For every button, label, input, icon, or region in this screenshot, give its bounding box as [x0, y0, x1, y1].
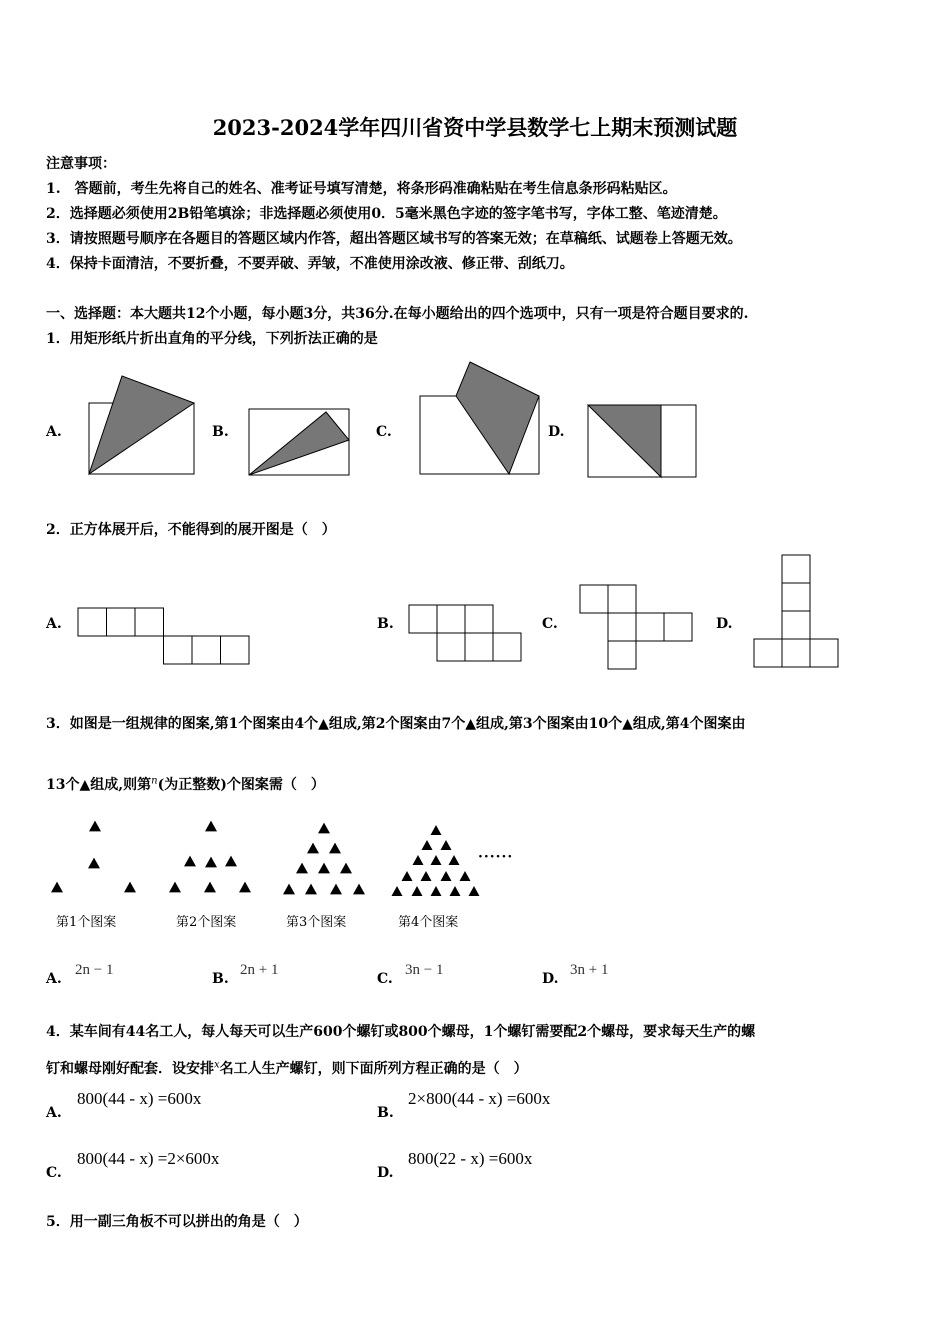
notice-item-4: 4．保持卡面清洁，不要折叠，不要弄破、弄皱，不准使用涂改液、修正带、刮纸刀。 [46, 256, 574, 272]
q2-option-b-label: B. [377, 616, 394, 632]
q4-option-b-label: B. [377, 1105, 394, 1121]
pattern-2-triangle [205, 821, 217, 832]
q4-option-c-equation: 800(44 - x) =2×600x [77, 1149, 220, 1168]
q2-option-a-label: A. [46, 616, 62, 632]
continuation-dots: ······ [478, 849, 514, 865]
q4-option-a-equation: 800(44 - x) =600x [77, 1089, 202, 1108]
pattern-1-triangle [51, 882, 63, 893]
question-3-line-1: 3．如图是一组规律的图案,第1个图案由4个▲组成,第2个图案由7个▲组成,第3个图案由10个▲组成,第4个图案由 [46, 716, 746, 732]
q3-option-c-label: C. [377, 971, 393, 987]
question-4-line-2: 钉和螺母刚好配套．设安排$^x$名工人生产螺钉，则下面所列方程正确的是（ ） [46, 1059, 528, 1077]
pattern-4-triangle [469, 886, 480, 896]
q3-option-a-expr: 2n − 1 [75, 962, 114, 978]
caption-pattern-2: 第2个图案 [176, 915, 237, 930]
pattern-2-triangle [205, 857, 217, 868]
question-1-text: 1．用矩形纸片折出直角的平分线，下列折法正确的是 [46, 331, 378, 347]
pattern-3-triangle [307, 843, 319, 854]
pattern-4-triangle [392, 886, 403, 896]
q4-option-d-label: D. [377, 1165, 394, 1181]
pattern-3-triangle [340, 863, 352, 874]
pattern-3-triangle [353, 884, 365, 895]
pattern-4-triangle [460, 871, 471, 881]
caption-pattern-3: 第3个图案 [286, 915, 347, 930]
q1-option-d-label: D. [548, 424, 565, 440]
pattern-3-triangle [296, 863, 308, 874]
pattern-2-triangle [184, 856, 196, 867]
pattern-4-triangle [441, 871, 452, 881]
pattern-2-triangle [204, 882, 216, 893]
q3-option-b-expr: 2n + 1 [240, 962, 279, 978]
notice-item-3: 3．请按照题号顺序在各题目的答题区域内作答，超出答题区域书写的答案无效；在草稿纸、试题卷上答题无效。 [46, 231, 742, 247]
q3-option-b-label: B. [212, 971, 229, 987]
q4-option-d-equation: 800(22 - x) =600x [408, 1149, 533, 1168]
pattern-4-triangle [450, 886, 461, 896]
q4-option-a-label: A. [46, 1105, 62, 1121]
variable-n: n [151, 775, 158, 787]
pattern-3-triangle [318, 823, 330, 834]
q1-option-b-label: B. [212, 424, 229, 440]
q3-option-c-expr: 3n − 1 [405, 962, 444, 978]
pattern-2-triangle [239, 882, 251, 893]
pattern-4-triangle [422, 840, 433, 850]
question-4-line-1: 4．某车间有44名工人，每人每天可以生产600个螺钉或800个螺母，1个螺钉需要配2个螺母，要求每天生产的螺 [46, 1024, 756, 1040]
pattern-3-triangle [318, 863, 330, 874]
q3-option-d-expr: 3n + 1 [570, 962, 609, 978]
pattern-4-triangle [441, 840, 452, 850]
pattern-4-triangle [431, 825, 442, 835]
q1-option-a-label: A. [46, 424, 62, 440]
pattern-2-triangle [225, 856, 237, 867]
pattern-1-triangle [88, 858, 100, 869]
variable-x: x [214, 1059, 220, 1071]
notice-item-2: 2．选择题必须使用2B铅笔填涂；非选择题必须使用0．5毫米黑色字迹的签字笔书写，字体工整、笔迹清楚。 [46, 206, 727, 222]
question-3-line-2: 13个▲组成,则第$^n$(为正整数)个图案需（ ） [46, 775, 325, 793]
pattern-4-triangle [431, 886, 442, 896]
pattern-2-triangle [169, 882, 181, 893]
page-title: 2023-2024学年四川省资中学县数学七上期末预测试题 [212, 115, 738, 140]
pattern-3-triangle [283, 884, 295, 895]
pattern-3-triangle [329, 843, 341, 854]
pattern-3-triangle [330, 884, 342, 895]
pattern-4-triangle [412, 886, 423, 896]
q3-option-d-label: D. [542, 971, 559, 987]
section-heading: 一、选择题：本大题共12个小题，每小题3分，共36分.在每小题给出的四个选项中，只有一项是符合题目要求的. [46, 306, 749, 322]
q1-option-c-label: C. [376, 424, 392, 440]
q4-option-c-label: C. [46, 1165, 62, 1181]
pattern-4-triangle [421, 871, 432, 881]
notice-item-1: 1. 答题前，考生先将自己的姓名、准考证号填写清楚，将条形码准确粘贴在考生信息条形码粘贴区。 [46, 181, 677, 197]
notice-heading: 注意事项： [46, 156, 116, 172]
q3-option-a-label: A. [46, 971, 62, 987]
pattern-4-triangle [413, 855, 424, 865]
caption-pattern-1: 第1个图案 [56, 915, 117, 930]
question-2-text: 2．正方体展开后，不能得到的展开图是（ ） [46, 522, 336, 538]
question-5-text: 5．用一副三角板不可以拼出的角是（ ） [46, 1214, 308, 1230]
pattern-1-triangle [124, 882, 136, 893]
pattern-4-triangle [431, 855, 442, 865]
pattern-1-triangle [89, 821, 101, 832]
pattern-4-triangle [449, 855, 460, 865]
q2-option-c-label: C. [542, 616, 558, 632]
caption-pattern-4: 第4个图案 [398, 915, 459, 930]
q2-option-d-label: D. [716, 616, 733, 632]
q4-option-b-equation: 2×800(44 - x) =600x [408, 1089, 551, 1108]
pattern-4-triangle [402, 871, 413, 881]
pattern-3-triangle [305, 884, 317, 895]
